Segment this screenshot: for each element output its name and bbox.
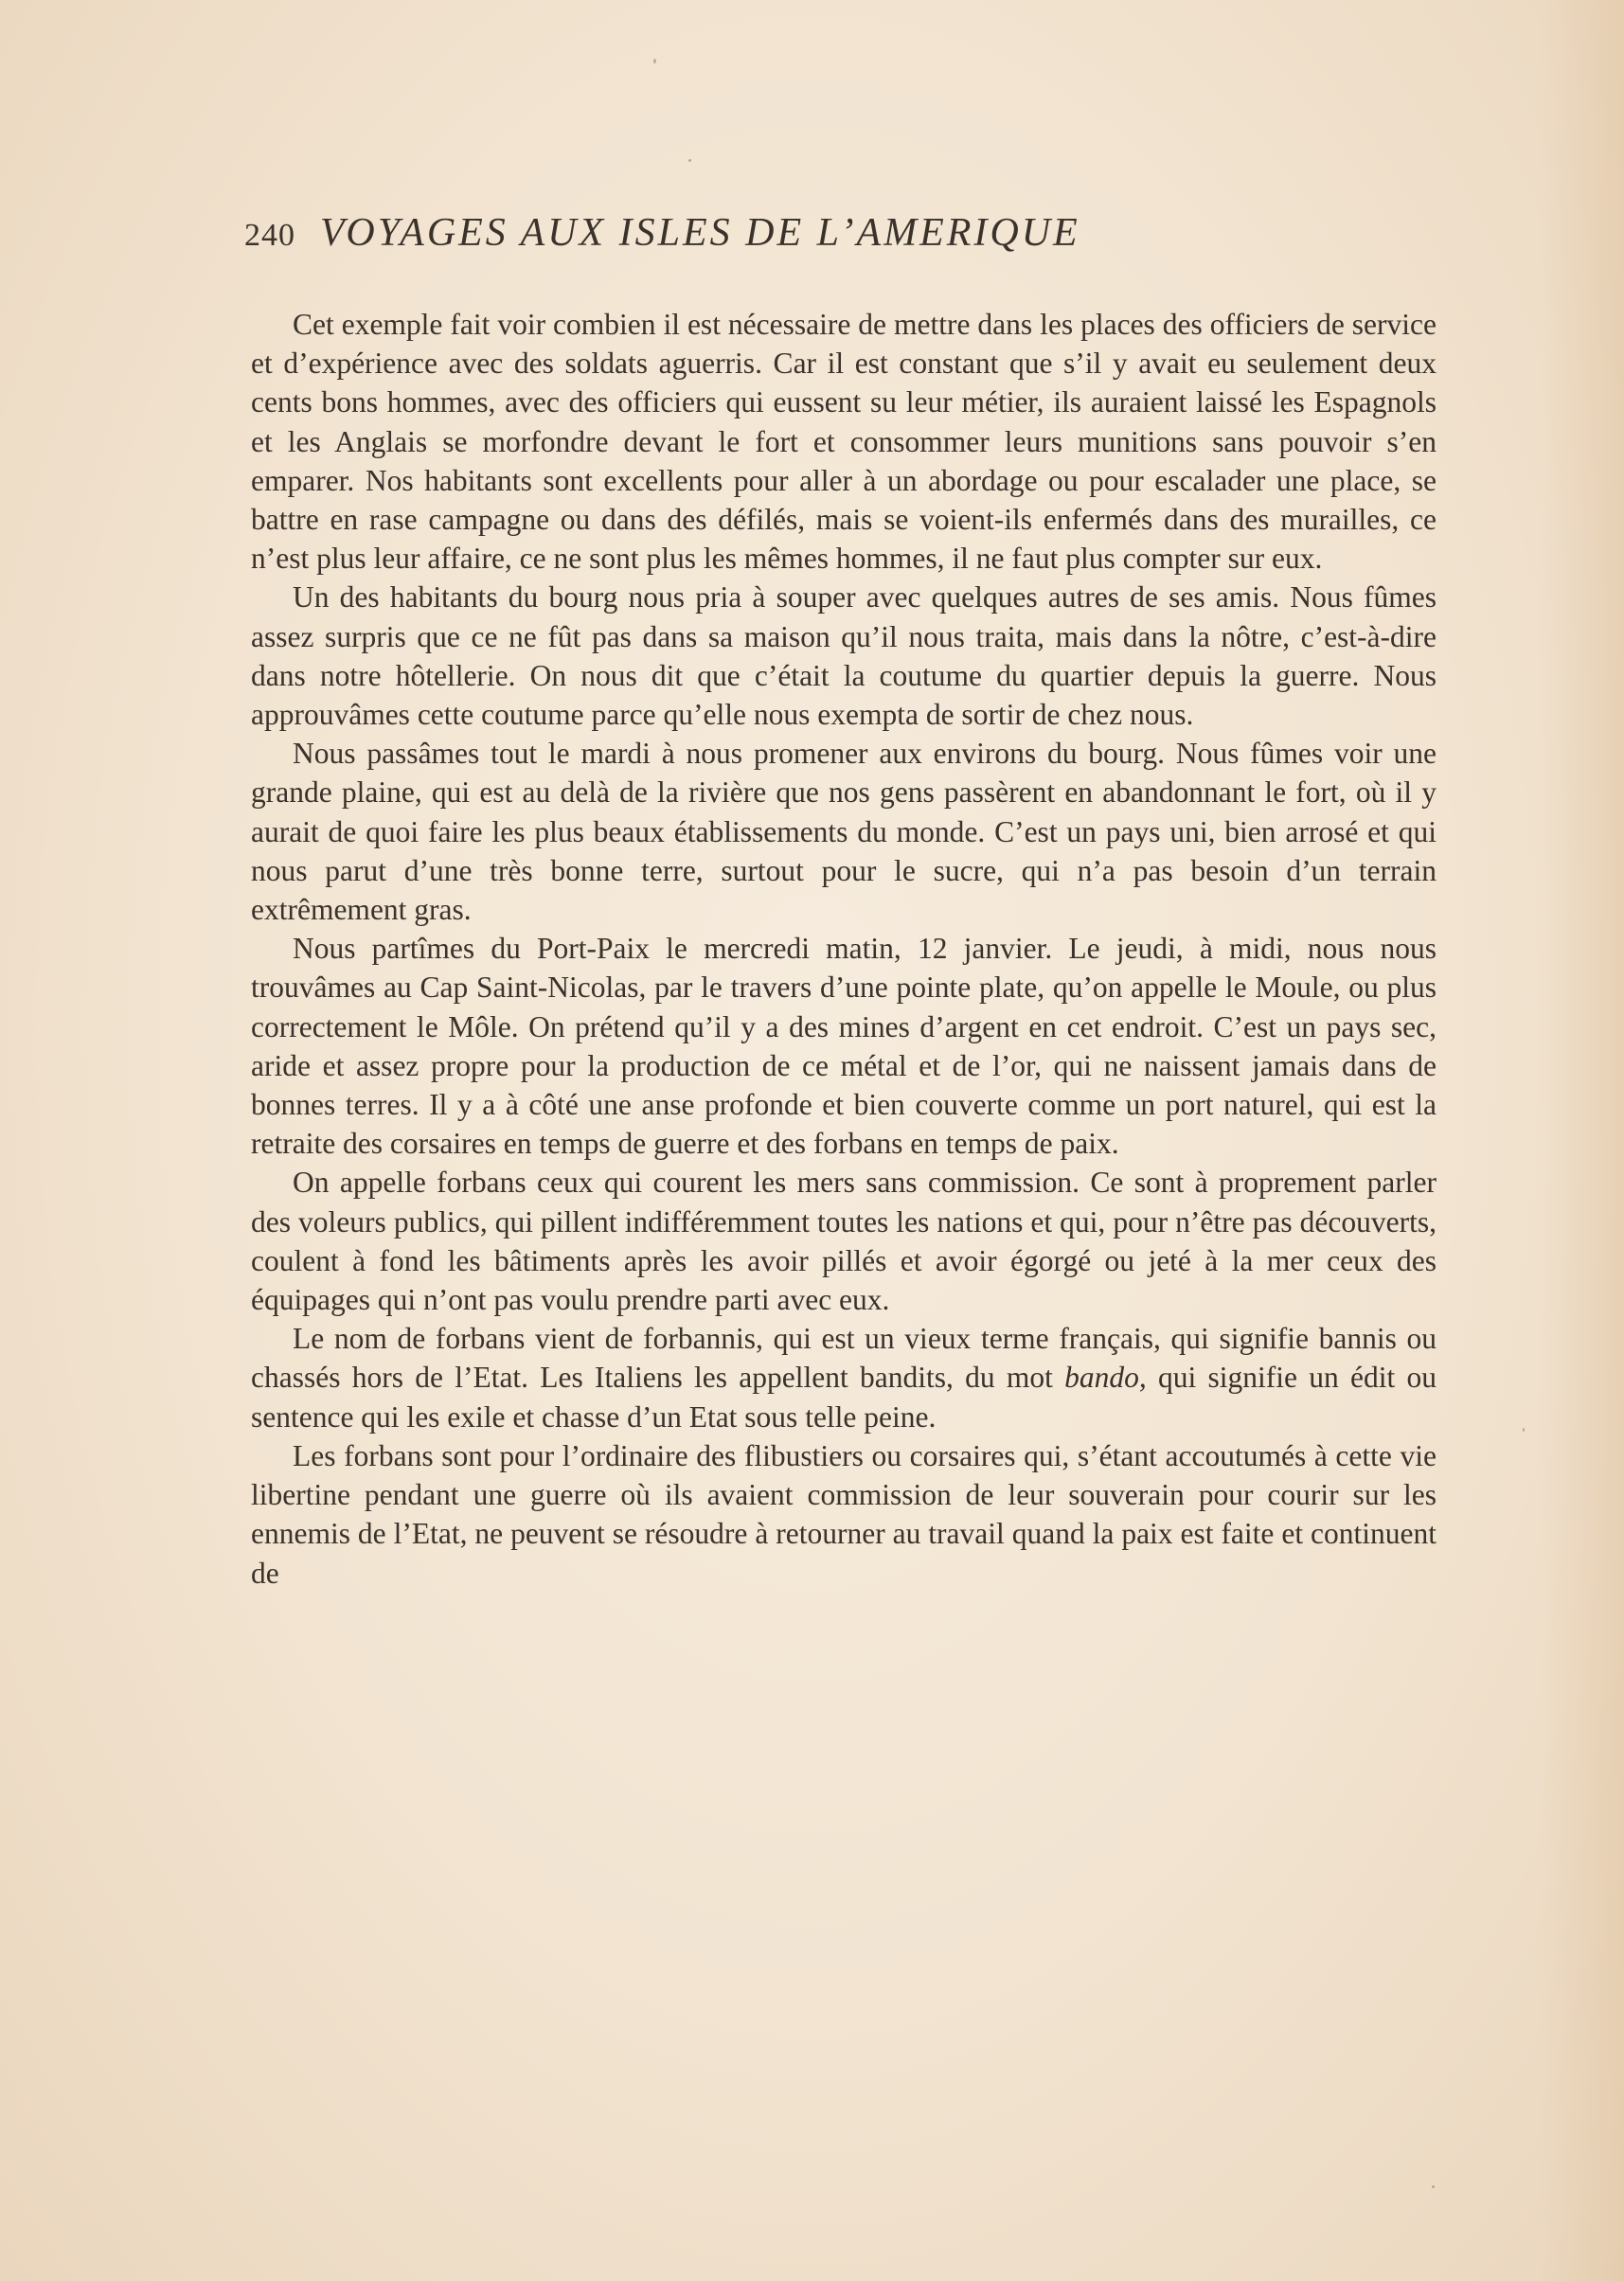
paragraph: Un des habitants du bourg nous pria à souper avec quelques autres de ses amis. Nous fûmes assez surpris que ce ne fût pas dans sa maison qu’il nous traita, mais dans la nôtre, c’est-à-dire dans notre hôtellerie. On nous dit que c’était la coutume du quartier depuis la guerre. Nous approuvâmes cette coutume parce qu’elle nous exempta de sortir de chez nous. bbox=[251, 580, 1437, 732]
italic-term: bando, bbox=[1064, 1361, 1147, 1395]
paper-speck bbox=[688, 159, 691, 162]
paper-speck bbox=[1523, 1428, 1525, 1432]
paper-speck bbox=[653, 59, 656, 63]
paragraph: Cet exemple fait voir combien il est nécessaire de mettre dans les places des officiers de service et d’expérience avec des soldats aguerris. Car il est constant que s’il y avait eu seulement deux cents bons hommes, avec des officiers qui eussent su leur métier, ils auraient laissé les Espagnols et les Anglais se morfondre devant le fort et consommer leurs munitions sans pouvoir s’en emparer. Nos habitants sont excellents pour aller à un abordage ou pour escalader une place, se battre en rase campagne ou dans des défilés, mais se voient-ils enfermés dans des murailles, ce n’est plus leur affaire, ce ne sont plus les mêmes hommes, il ne faut plus compter sur eux. bbox=[251, 308, 1437, 576]
paragraph-bando-before: Le nom de forbans vient de forbannis, qui est un vieux terme français, qui signifie bannis ou chassés hors de l’Etat. Les Italiens les appellent bandits, du mot bbox=[251, 1322, 1437, 1395]
paragraph: Les forbans sont pour l’ordinaire des flibustiers ou corsaires qui, s’étant accoutumés à cette vie libertine pendant une guerre où ils avaient commission de leur souverain pour courir sur les ennemis de l’Etat, ne peuvent se résoudre à retourner au travail quand la paix est faite et continuent de bbox=[251, 1438, 1437, 1590]
paper-speck bbox=[1432, 2185, 1435, 2188]
page-number: 240 bbox=[244, 218, 295, 253]
body-text bbox=[251, 305, 1437, 1593]
paragraph: On appelle forbans ceux qui courent les mers sans commission. Ce sont à proprement parler des voleurs publics, qui pillent indifféremment toutes les nations et qui, pour n’être pas découverts, coulent à fond les bâtiments après les avoir pillés et avoir égorgé ou jeté à la mer ceux des équipages qui n’ont pas voulu prendre parti avec eux. bbox=[251, 1166, 1437, 1317]
paragraph: Nous partîmes du Port-Paix le mercredi matin, 12 janvier. Le jeudi, à midi, nous nous trouvâmes au Cap Saint-Nicolas, par le travers d’une pointe plate, qu’on appelle le Moule, ou plus correctement le Môle. On prétend qu’il y a des mines d’argent en cet endroit. C’est un pays sec, aride et assez propre pour la production de ce métal et de l’or, qui ne naissent jamais dans de bonnes terres. Il y a à côté une anse profonde et bien couverte comme un port naturel, qui est la retraite des corsaires en temps de guerre et des forbans en temps de paix. bbox=[251, 932, 1437, 1161]
paragraph-bando-after: qui signifie un édit ou sentence qui les exile et chasse d’un Etat sous telle peine. bbox=[251, 1361, 1437, 1434]
running-title: VOYAGES AUX ISLES DE L’AMERIQUE bbox=[320, 211, 1080, 255]
paragraph: Nous passâmes tout le mardi à nous promener aux environs du bourg. Nous fûmes voir une grande plaine, qui est au delà de la rivière que nos gens passèrent en abandonnant le fort, où il y aurait de quoi faire les plus beaux établissements du monde. C’est un pays uni, bien arrosé et qui nous parut d’une très bonne terre, surtout pour le sucre, qui n’a pas besoin d’un terrain extrêmement gras. bbox=[251, 737, 1437, 927]
running-head bbox=[244, 210, 1437, 267]
paragraph-bando bbox=[251, 1319, 1437, 1436]
